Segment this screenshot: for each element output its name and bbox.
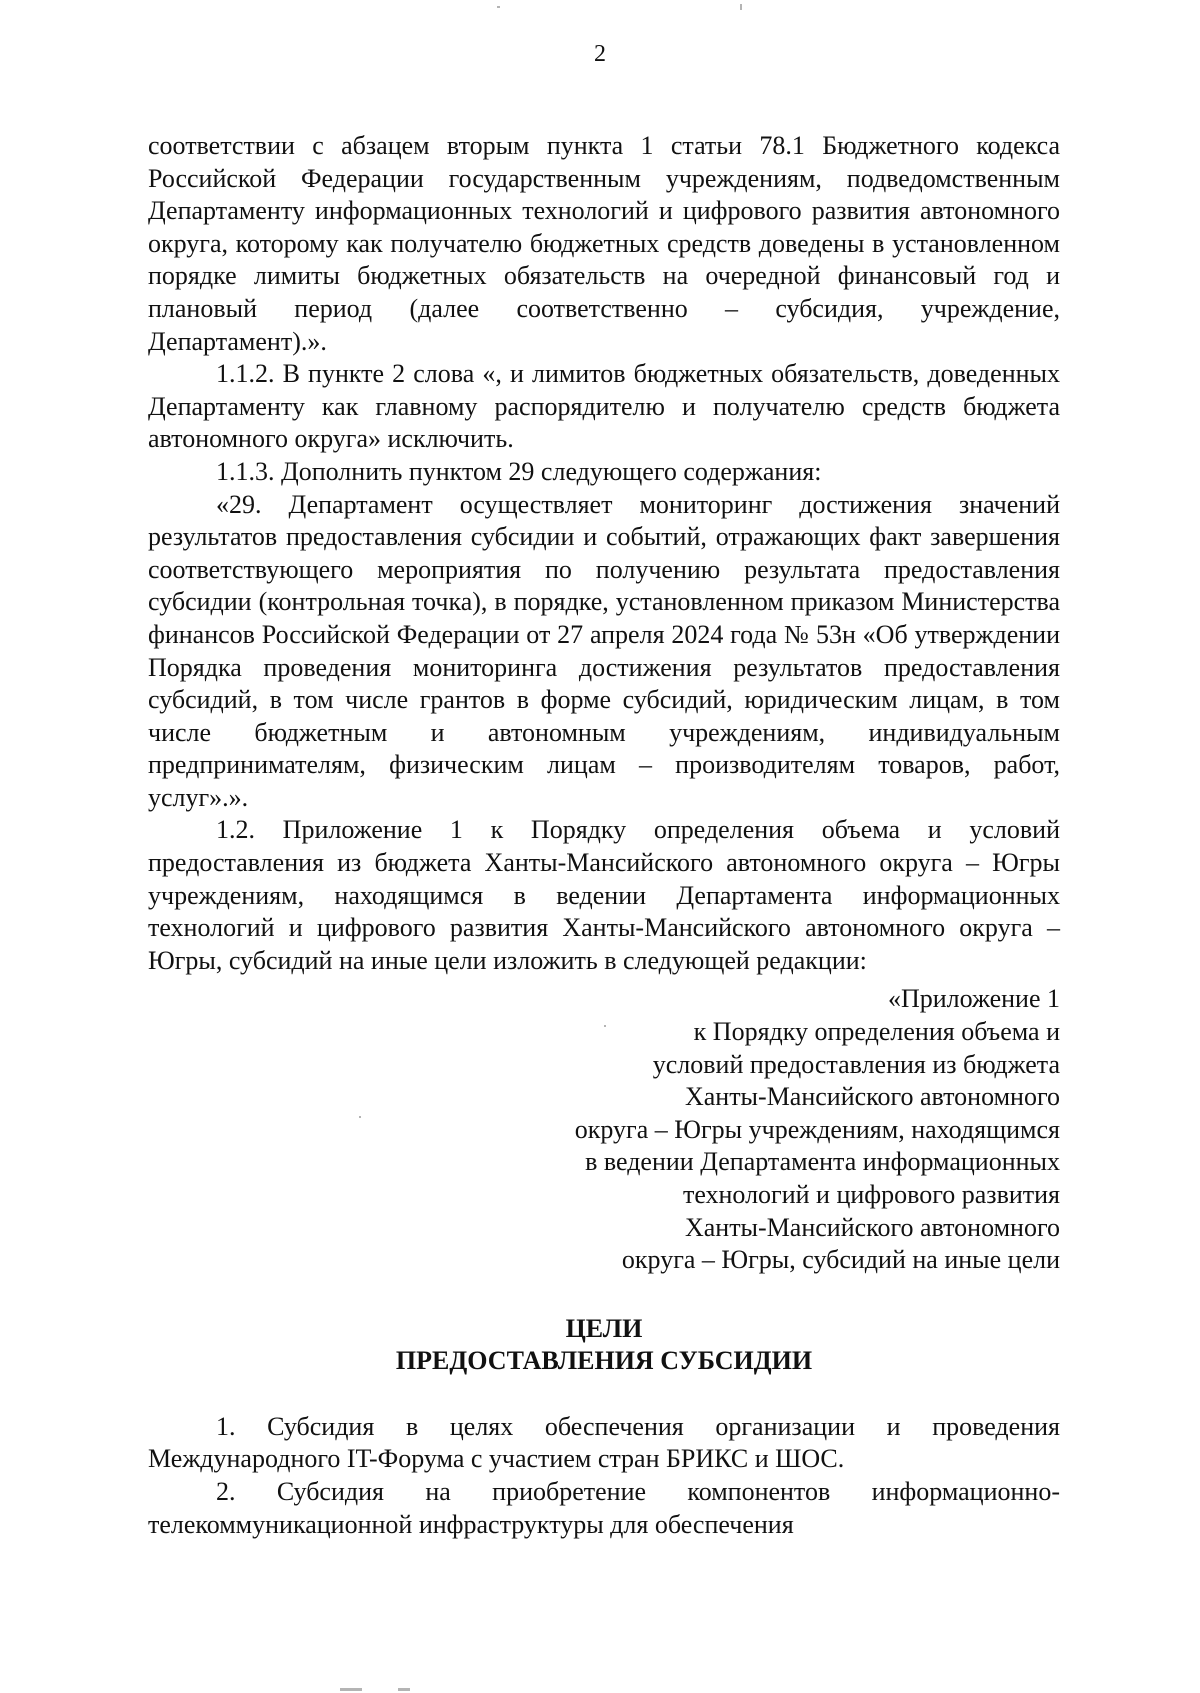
heading-line: ПРЕДОСТАВЛЕНИЯ СУБСИДИИ [395,1345,813,1375]
paragraph-1-1-2: 1.1.2. В пункте 2 слова «, и лимитов бюджетных обязательств, доведенных Департаменту как главному распорядителю и получателю средств бюджета автономного округа» исключить. [148,359,1060,454]
scan-artifact [604,1025,606,1027]
appendix-line: Ханты-Мансийского автономного [684,1082,1060,1112]
appendix-line: округа – Югры, субсидий на иные цели [621,1245,1060,1275]
paragraph-point-29: «29. Департамент осуществляет мониторинг достижения значений результатов предоставления субсидии и событий, отражающих факт завершения соответствующего мероприятия по получению результата предоставления субсидии (контрольная точка), в порядке, установленном приказом Министерства финансов Российской Федерации от 27 апреля 2024 года № 53н «Об утверждении Порядка проведения мониторинга достижения результатов предоставления субсидий, в том числе грантов в форме субсидий, юридическим лицам, в том числе бюджетным и автономным учреждениям, индивидуальным предпринимателям, физическим лицам – производителям товаров, работ, услуг».». [148,489,1060,812]
scan-artifact [740,4,742,10]
appendix-line: Ханты-Мансийского автономного [684,1212,1060,1242]
scan-artifact [340,1688,362,1691]
section-heading [148,1313,1060,1377]
heading-line: ЦЕЛИ [565,1313,643,1343]
appendix-reference [148,983,1060,1276]
goals-list [148,1411,1060,1541]
page-number: 2 [594,41,606,67]
appendix-line: к Порядку определения объема и [693,1017,1060,1047]
goal-item: 1. Субсидия в целях обеспечения организации и проведения Международного IT-Форума с участием стран БРИКС и ШОС. [148,1411,1060,1474]
scan-artifact [398,1688,410,1691]
appendix-line: технологий и цифрового развития [682,1180,1060,1209]
appendix-line: округа – Югры учреждениям, находящимся [574,1114,1060,1144]
scan-artifact [497,6,500,8]
appendix-line: «Приложение 1 [887,984,1060,1014]
paragraph-1-2: 1.2. Приложение 1 к Порядку определения объема и условий предоставления из бюджета Ханты-Мансийского автономного округа – Югры учреждениям, находящимся в ведении Департамента информационных технологий и цифрового развития Ханты-Мансийского автономного округа – Югры, субсидий на иные цели изложить в следующей редакции: [148,815,1060,975]
scan-artifact [359,1116,361,1118]
paragraph-continuation: соответствии с абзацем вторым пункта 1 статьи 78.1 Бюджетного кодекса Российской Федерации государственным учреждениям, подведомственным Департаменту информационных технологий и цифрового развития автономного округа, которому как получателю бюджетных средств доведены в установленном порядке лимиты бюджетных обязательств на очередной финансовый год и плановый период (далее соответственно – субсидия, учреждение, Департамент).». [148,131,1060,356]
appendix-line: в ведении Департамента информационных [585,1147,1060,1177]
paragraph-1-1-3: 1.1.3. Дополнить пунктом 29 следующего содержания: [216,456,822,486]
document-body [148,130,1060,1541]
appendix-line: условий предоставления из бюджета [652,1049,1060,1079]
goal-item: 2. Субсидия на приобретение компонентов информационно-телекоммуникационной инфраструктуры для обеспечения [148,1476,1060,1539]
